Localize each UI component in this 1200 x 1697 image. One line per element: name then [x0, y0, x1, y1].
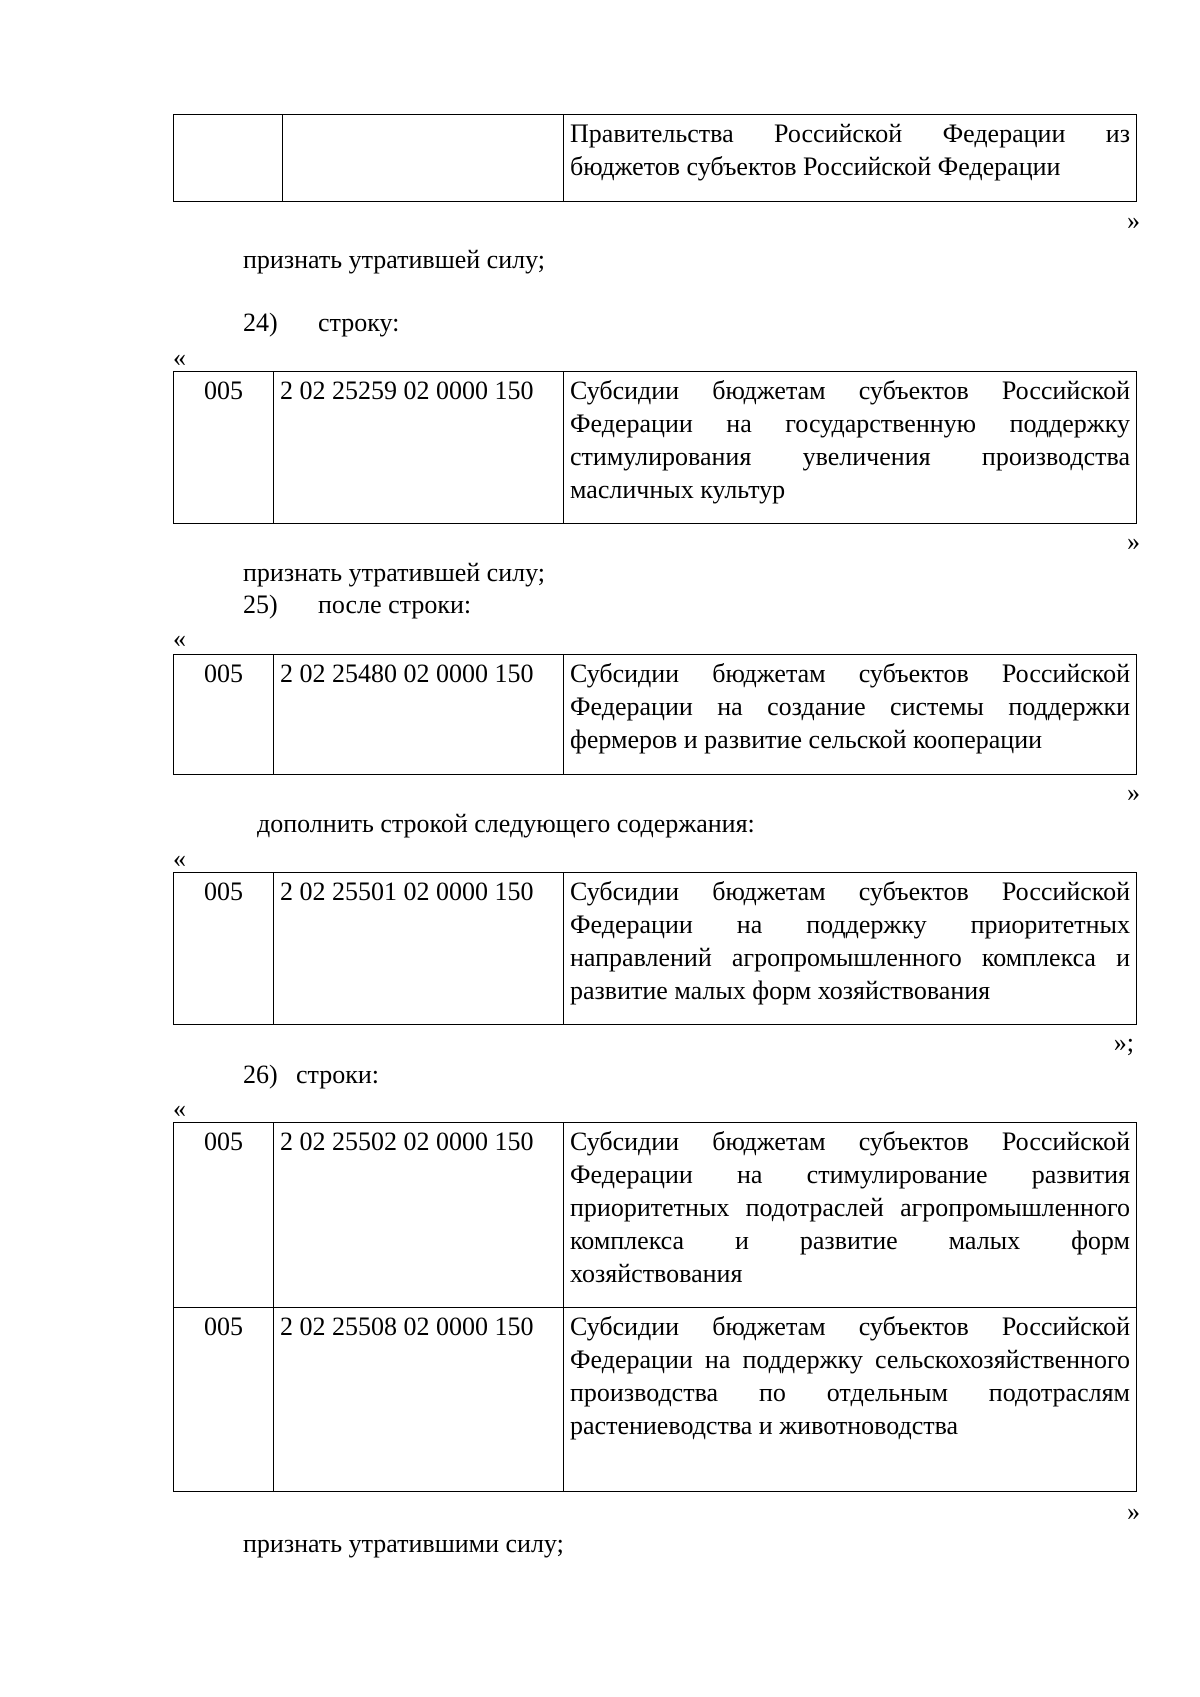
cell-text: Субсидии бюджетам субъектов Российской Федерации на поддержку приоритетных направлений агропромышленного комплекса и развитие малых форм хозяйствования [564, 873, 1137, 1025]
cell-text: Правительства Российской Федерации из бюджетов субъектов Российской Федерации [564, 115, 1137, 202]
table-row [174, 1308, 1137, 1492]
table-item-26 [173, 1122, 1137, 1492]
opening-quote: « [173, 1094, 186, 1123]
table-new-row [173, 872, 1137, 1025]
table-row [174, 372, 1137, 524]
cell-code: 005 [174, 372, 274, 524]
instruction-line: признать утратившими силу; [243, 1529, 564, 1558]
item-number: 26) [243, 1060, 278, 1089]
cell-kbk: 2 02 25501 02 0000 150 [274, 873, 564, 1025]
item-text: строки: [296, 1060, 379, 1089]
item-text: строку: [318, 308, 400, 337]
cell-kbk [283, 115, 564, 202]
closing-quote: »; [1113, 1028, 1134, 1057]
opening-quote: « [173, 343, 186, 372]
table-row [174, 873, 1137, 1025]
cell-text: Субсидии бюджетам субъектов Российской Федерации на стимулирование развития приоритетных подотраслей агропромышленного комплекса и развитие малых форм хозяйствования [564, 1123, 1137, 1308]
cell-code: 005 [174, 655, 274, 775]
cell-text: Субсидии бюджетам субъектов Российской Федерации на создание системы поддержки фермеров и развитие сельской кооперации [564, 655, 1137, 775]
instruction-line: дополнить строкой следующего содержания: [257, 809, 755, 838]
opening-quote: « [173, 624, 186, 653]
cell-text: Субсидии бюджетам субъектов Российской Федерации на государственную поддержку стимулирования увеличения производства масличных культур [564, 372, 1137, 524]
opening-quote: « [173, 844, 186, 873]
table-row [174, 1123, 1137, 1308]
cell-code: 005 [174, 1123, 274, 1308]
closing-quote: » [1127, 1497, 1140, 1526]
cell-text: Субсидии бюджетам субъектов Российской Федерации на поддержку сельскохозяйственного производства по отдельным подотраслям растениеводства и животноводства [564, 1308, 1137, 1492]
cell-kbk: 2 02 25508 02 0000 150 [274, 1308, 564, 1492]
instruction-line: признать утратившей силу; [243, 558, 545, 587]
table-row [174, 115, 1137, 202]
cell-code: 005 [174, 873, 274, 1025]
cell-kbk: 2 02 25502 02 0000 150 [274, 1123, 564, 1308]
table-item-25 [173, 654, 1137, 775]
item-number: 25) [243, 590, 278, 619]
item-number: 24) [243, 308, 278, 337]
table-continuation [173, 114, 1137, 202]
cell-code: 005 [174, 1308, 274, 1492]
closing-quote: » [1127, 778, 1140, 807]
table-item-24 [173, 371, 1137, 524]
item-text: после строки: [318, 590, 472, 619]
cell-kbk: 2 02 25480 02 0000 150 [274, 655, 564, 775]
cell-code [174, 115, 283, 202]
closing-quote: » [1127, 206, 1140, 235]
cell-kbk: 2 02 25259 02 0000 150 [274, 372, 564, 524]
closing-quote: » [1127, 527, 1140, 556]
table-row [174, 655, 1137, 775]
instruction-line: признать утратившей силу; [243, 245, 545, 274]
